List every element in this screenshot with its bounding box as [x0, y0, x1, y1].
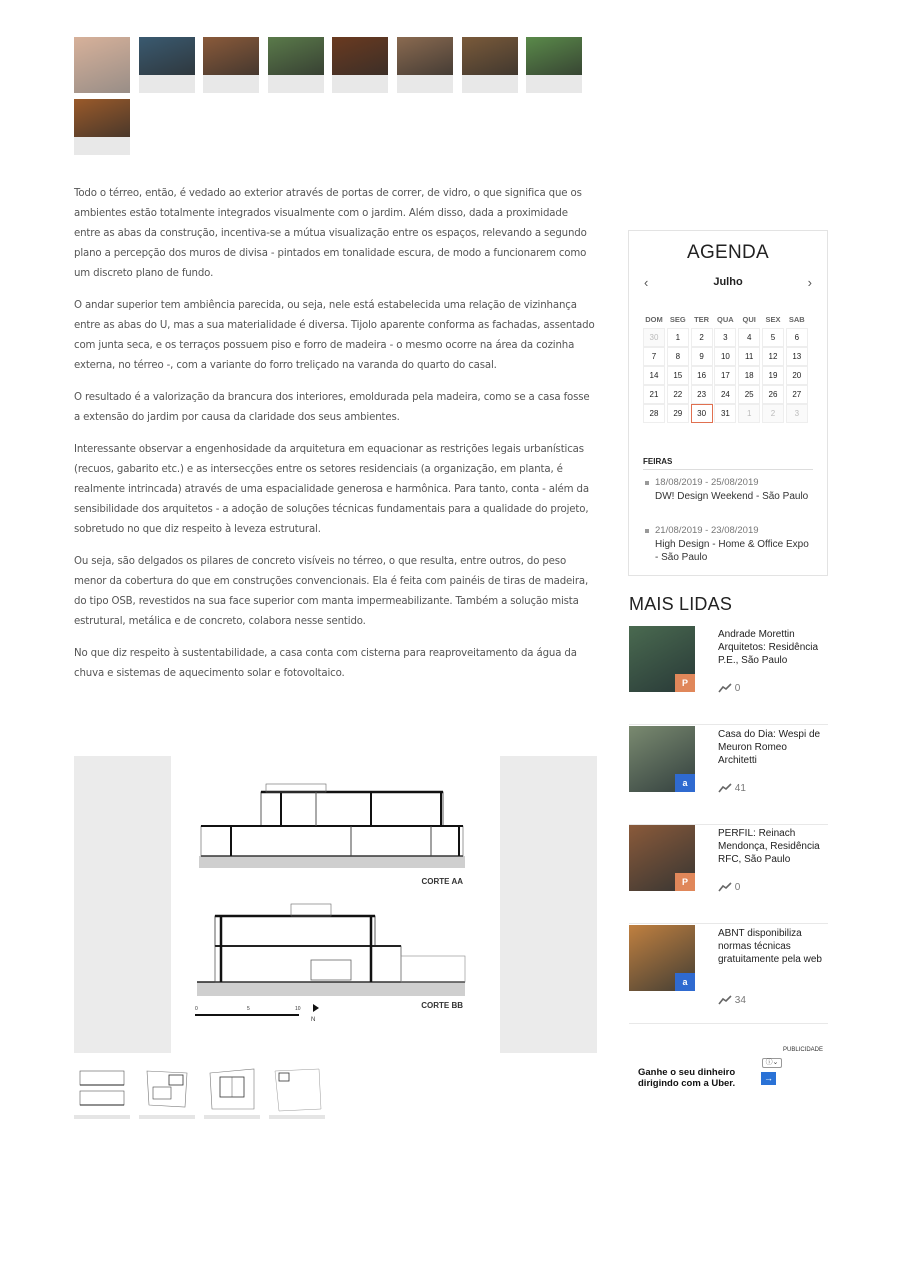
calendar-day[interactable]: 3: [786, 404, 808, 423]
calendar-day[interactable]: 19: [762, 366, 784, 385]
weekday-label: DOM: [645, 315, 663, 324]
article-paragraph: No que diz respeito à sustentabilidade, a casa conta com cisterna para reaproveitamento da água da chuva e sistemas de aquecimento solar e fotovoltaico.: [74, 648, 577, 679]
calendar-day[interactable]: 12: [762, 347, 784, 366]
agenda-widget: [628, 230, 828, 576]
category-badge: a: [675, 774, 695, 792]
view-count: 0: [734, 882, 741, 893]
article-paragraph: Interessante observar a engenhosidade da arquitetura em equacionar as restrições legais urbanísticas (recuos, gabarito etc.) e as intersecções entre os setores residenciais (a organização, em planta, é realmente intrincada) através de uma espacialidade generosa e harmônica. Para tanto, conta - além da sensibilidade dos arquitetos - a adoção de soluções técnicas fundamentais para a qualidade do projeto, sobretudo no que diz respeito à leveza estrutural.: [74, 444, 589, 535]
calendar-day[interactable]: 3: [714, 328, 736, 347]
house-photo-5: [332, 37, 388, 75]
photo-thumbnail[interactable]: [74, 37, 130, 93]
calendar-day[interactable]: 20: [786, 366, 808, 385]
calendar-day[interactable]: 17: [714, 366, 736, 385]
house-photo-2: [139, 37, 195, 75]
calendar-day[interactable]: 14: [643, 366, 665, 385]
calendar-day[interactable]: 18: [738, 366, 760, 385]
drawing-thumb-4[interactable]: [269, 1063, 325, 1119]
calendar-day[interactable]: 13: [786, 347, 808, 366]
house-photo-4: [268, 37, 324, 75]
calendar-month: Julho: [713, 276, 743, 288]
mais-lidas-item[interactable]: [629, 825, 828, 924]
calendar-day[interactable]: 11: [738, 347, 760, 366]
drawing-thumb-3[interactable]: [204, 1063, 260, 1119]
event-name[interactable]: High Design - Home & Office Expo - São Paulo: [655, 539, 809, 563]
calendar-day[interactable]: 5: [762, 328, 784, 347]
photo-thumbnail[interactable]: [74, 99, 130, 155]
article-thumbnail[interactable]: [629, 726, 695, 792]
view-stats: [718, 995, 746, 1006]
view-stats: [718, 783, 746, 794]
weekday-label: QUA: [717, 315, 734, 324]
article-thumbnail[interactable]: [629, 825, 695, 891]
calendar-day[interactable]: 22: [667, 385, 689, 404]
weekday-label: SEX: [765, 315, 781, 324]
calendar-day[interactable]: 2: [762, 404, 784, 423]
view-count: 0: [734, 683, 741, 694]
article-thumbnail[interactable]: [629, 626, 695, 692]
weekday-label: SEG: [669, 315, 686, 324]
calendar-day[interactable]: 10: [714, 347, 736, 366]
feiras-heading: FEIRAS: [643, 457, 673, 466]
corte-bb-label: CORTE BB: [421, 1001, 463, 1010]
photo-thumbnail[interactable]: [268, 37, 324, 93]
calendar-day[interactable]: 9: [691, 347, 713, 366]
article-paragraph: O andar superior tem ambiência parecida, ou seja, nele está estabelecida uma relação de vizinhança entre as abas do U, mas a sua materialidade é diversa. Tijolo aparente conforma as fachadas, assentado com junta seca, e os terraços possuem piso e forro de madeira - o mesmo ocorre na área da cozinha externa, no térreo -, com a variante do forro treliçado na varanda do quarto do casal.: [74, 300, 595, 371]
event-name[interactable]: DW! Design Weekend - São Paulo: [655, 491, 809, 502]
calendar-day[interactable]: 27: [786, 385, 808, 404]
category-badge: P: [675, 873, 695, 891]
divider: [643, 469, 813, 470]
article-title-link[interactable]: PERFIL: Reinach Mendonça, Residência RFC, São Paulo: [718, 828, 820, 865]
agenda-title: AGENDA: [686, 242, 770, 263]
calendar-day[interactable]: 28: [643, 404, 665, 423]
calendar-day[interactable]: 30: [691, 404, 713, 423]
calendar-day[interactable]: 7: [643, 347, 665, 366]
category-badge: P: [675, 674, 695, 692]
mais-lidas-item[interactable]: [629, 726, 828, 825]
calendar-day[interactable]: 1: [667, 328, 689, 347]
calendar-day[interactable]: 23: [691, 385, 713, 404]
photo-thumbnail[interactable]: [332, 37, 388, 93]
scale-label: 0: [195, 1006, 198, 1012]
section-drawing: [171, 756, 500, 1053]
trending-icon: [718, 995, 732, 1005]
view-stats: [718, 683, 740, 694]
calendar-day[interactable]: 21: [643, 385, 665, 404]
mais-lidas-item[interactable]: [629, 925, 828, 1024]
ad-text-line: Ganhe o seu dinheiro: [638, 1067, 736, 1078]
event-date: 18/08/2019 - 25/08/2019: [645, 477, 813, 488]
trending-icon: [718, 882, 732, 892]
category-badge: a: [675, 973, 695, 991]
article-title-link[interactable]: Casa do Dia: Wespi de Meuron Romeo Architetti: [718, 728, 821, 766]
photo-thumbnail[interactable]: [203, 37, 259, 93]
drawing-thumb-2[interactable]: [139, 1063, 195, 1119]
photo-thumbnail[interactable]: [397, 37, 453, 93]
article-title-link[interactable]: Andrade Morettin Arquitetos: Residência P.E., São Paulo: [718, 629, 819, 666]
article-title-link[interactable]: ABNT disponibiliza normas técnicas gratuitamente pela web: [718, 927, 822, 965]
mais-lidas-title: MAIS LIDAS: [629, 594, 733, 614]
scale-label: 10: [295, 1006, 301, 1012]
calendar-day[interactable]: 24: [714, 385, 736, 404]
weekday-label: TER: [694, 315, 710, 324]
calendar-header: [641, 275, 815, 291]
ad-text-line: dirigindo com a Uber.: [638, 1078, 736, 1089]
ad-text[interactable]: [638, 1067, 735, 1089]
north-label: N: [311, 1017, 316, 1023]
calendar-day[interactable]: 16: [691, 366, 713, 385]
house-photo-8: [526, 37, 582, 75]
article-paragraph: O resultado é a valorização da brancura dos interiores, emoldurada pela madeira, como se a casa fosse a extensão do jardim por causa da claridade dos seus ambientes.: [74, 392, 590, 423]
view-count: 34: [734, 994, 746, 1006]
view-stats: [718, 882, 740, 893]
photo-thumbnail[interactable]: [526, 37, 582, 93]
event-item[interactable]: [645, 477, 813, 503]
section-drawing-svg: [171, 756, 500, 1053]
calendar-day[interactable]: 4: [738, 328, 760, 347]
drawing-gallery[interactable]: [74, 756, 597, 1053]
calendar-day[interactable]: 8: [667, 347, 689, 366]
calendar-day[interactable]: 25: [738, 385, 760, 404]
photo-thumbnail[interactable]: [139, 37, 195, 93]
calendar-day[interactable]: 30: [643, 328, 665, 347]
calendar-day[interactable]: 31: [714, 404, 736, 423]
article-body: [74, 184, 597, 696]
ad-arrow-button[interactable]: →: [761, 1072, 776, 1085]
trending-icon: [718, 683, 732, 693]
next-month-icon[interactable]: ›: [807, 275, 812, 290]
calendar-day[interactable]: 2: [691, 328, 713, 347]
ad-label: PUBLICIDADE: [783, 1047, 824, 1053]
house-photo-1: [74, 37, 130, 93]
calendar-day[interactable]: 26: [762, 385, 784, 404]
corte-aa-label: CORTE AA: [421, 877, 463, 886]
calendar-day[interactable]: 29: [667, 404, 689, 423]
calendar-day[interactable]: 6: [786, 328, 808, 347]
photo-thumbnail[interactable]: [462, 37, 518, 93]
article-thumbnail[interactable]: [629, 925, 695, 991]
drawing-thumb-1[interactable]: [74, 1063, 130, 1119]
event-item[interactable]: [645, 525, 813, 564]
trending-icon: [718, 783, 732, 793]
calendar-day[interactable]: 1: [738, 404, 760, 423]
mais-lidas-item[interactable]: [629, 626, 828, 725]
article-paragraph: Ou seja, são delgados os pilares de concreto visíveis no térreo, o que resulta, entre outros, do peso menor da cobertura do que em construções convencionais. Ela é feita com painéis de tiras de madeira, do tipo OSB, revestidos na sua face superior com manta impermeabilizante. Também a solução mista estrutural, metálica e de concreto, colabora nesse sentido.: [74, 556, 589, 627]
calendar-day[interactable]: 15: [667, 366, 689, 385]
view-count: 41: [734, 782, 746, 794]
scale-label: 5: [247, 1006, 250, 1012]
article-paragraph: Todo o térreo, então, é vedado ao exterior através de portas de correr, de vidro, o que significa que os ambientes estão totalmente integrados visualmente com o jardim. Além disso, dada a proximidade entre as abas da construção, incentiva-se a mútua visualização entre os espaços, relevando a segundo plano a percepção dos muros de divisa - pintados em tonalidade escura, de modo a funcionarem como um discreto plano de fundo.: [74, 188, 587, 279]
event-date: 21/08/2019 - 23/08/2019: [645, 525, 813, 536]
house-photo-9: [74, 99, 130, 137]
house-photo-6: [397, 37, 453, 75]
house-photo-3: [203, 37, 259, 75]
prev-month-icon[interactable]: ‹: [644, 275, 649, 290]
weekday-label: SAB: [788, 315, 805, 324]
weekday-label: QUI: [742, 315, 756, 324]
house-photo-7: [462, 37, 518, 75]
ad-info-icon[interactable]: ⓘ⌄: [762, 1058, 782, 1068]
